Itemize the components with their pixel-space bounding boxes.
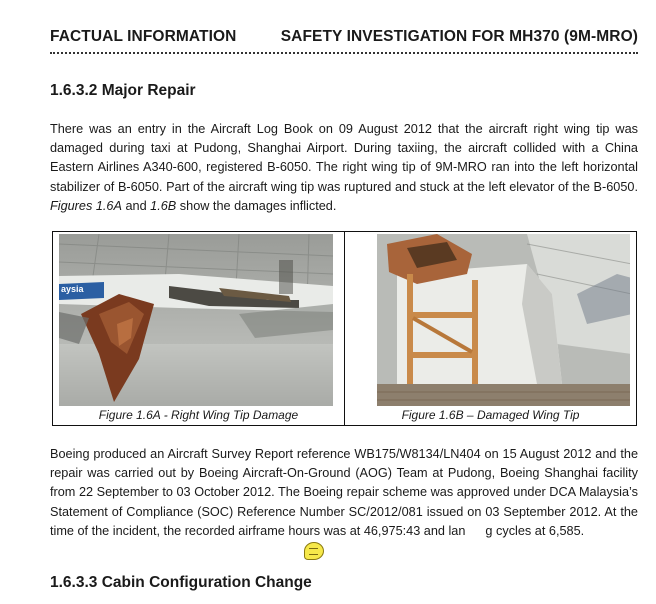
paragraph-boeing-text-a: Boeing produced an Aircraft Survey Report reference WB175/W8134/LN404 on 15 August 2012 and the repair was carried out by Boeing Aircraft-On-Ground (AOG) Team at Pudong, Boeing Shanghai facility from 22 September to 03 October 2012. The Boeing repair scheme was approved under DCA Malaysia’s Statement of Compliance (SOC) Reference Number SC/2012/081 issued on 03 September 2012. At the time of the incident, the recorded airframe hours was at 46,975:43 and lan xyxy=(50,447,638,538)
photo-livery-text: aysia xyxy=(61,284,84,294)
section-heading-cabin-configuration: 1.6.3.3 Cabin Configuration Change xyxy=(50,574,312,591)
header-divider xyxy=(50,52,638,54)
caption-figure-1-6a: Figure 1.6A - Right Wing Tip Damage xyxy=(98,408,299,422)
photo-damaged-wing-tip-graphic xyxy=(377,234,630,406)
figure-ref-a: Figures 1.6A xyxy=(50,198,122,213)
paragraph-boeing-text-b: g cycles at 6,585. xyxy=(485,523,585,538)
page-header xyxy=(50,28,638,46)
caption-figure-1-6b: Figure 1.6B – Damaged Wing Tip xyxy=(401,408,580,422)
paragraph-main-text: There was an entry in the Aircraft Log Book on 09 August 2012 that the aircraft right wing tip was damaged during taxi at Pudong, Shanghai Airport. During taxiing, the aircraft collided with a China Eastern Airlines A340-600, registered B-6050. The right wing tip of 9M-MRO ran into the left horizontal stabilizer of B-6050. Part of the aircraft wing tip was ruptured and stuck at the left elevator of the B-6050. xyxy=(50,122,638,194)
photo-right-wing-tip-damage xyxy=(59,234,338,406)
paragraph-boeing-repair xyxy=(50,445,638,541)
paragraph-and: and xyxy=(121,198,151,213)
paragraph-major-repair xyxy=(50,120,638,216)
photo-wing-tip-damage-graphic xyxy=(59,234,333,406)
paragraph-tail: show the damages inflicted. xyxy=(176,198,337,213)
header-left: FACTUAL INFORMATION xyxy=(50,28,237,45)
figure-table xyxy=(52,231,637,426)
figure-ref-b: 1.6B xyxy=(150,198,177,213)
comment-note-icon[interactable] xyxy=(304,542,324,560)
figure-1-6b xyxy=(345,232,636,425)
photo-damaged-wing-tip xyxy=(377,234,630,406)
figure-1-6a xyxy=(53,232,345,425)
header-right: SAFETY INVESTIGATION FOR MH370 (9M-MRO) xyxy=(280,28,638,45)
section-heading-major-repair: 1.6.3.2 Major Repair xyxy=(50,82,196,99)
